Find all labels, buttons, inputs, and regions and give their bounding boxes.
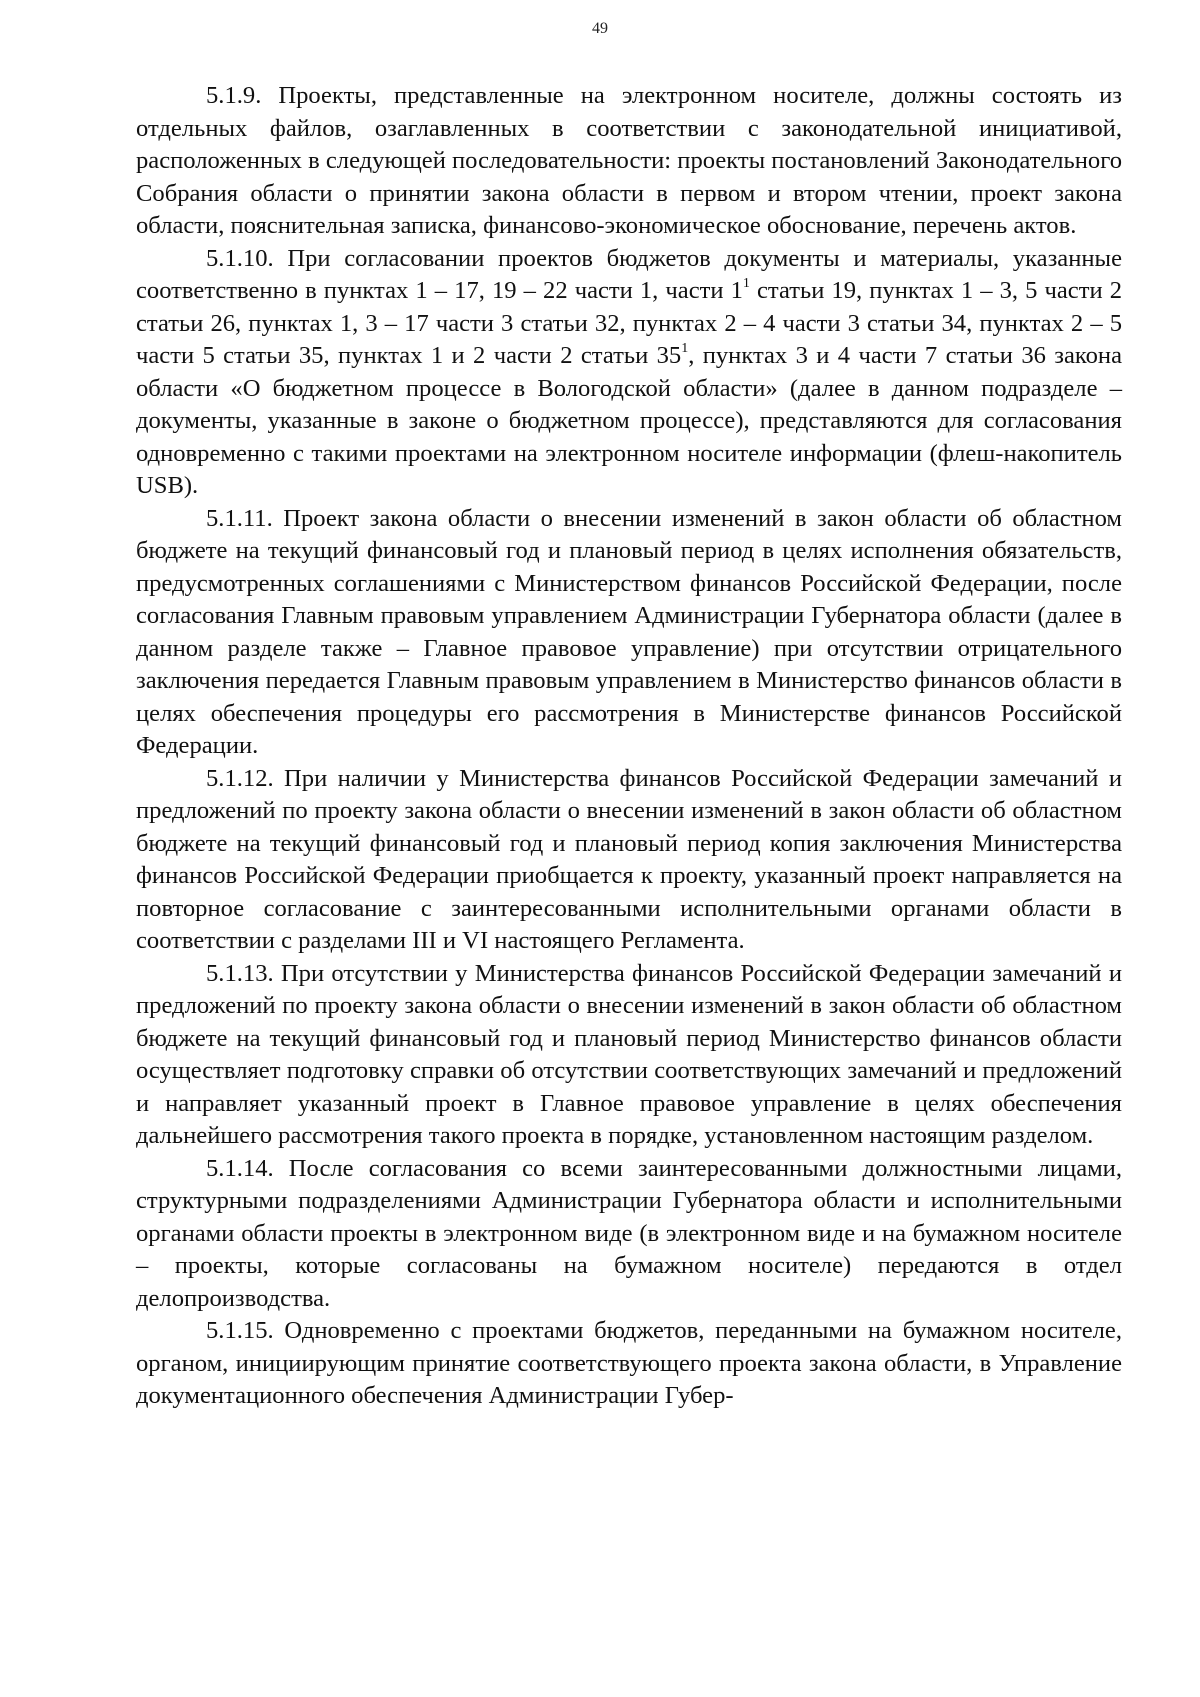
- document-body: [136, 80, 1122, 1413]
- paragraph-5-1-10-part-a: 5.1.10. При согласовании проектов бюджетов документы и материалы, указанные соответственно в пунктах 1 – 17, 19 – 22 части 1, части 1: [136, 244, 1122, 304]
- paragraph-5-1-15: 5.1.15. Одновременно с проектами бюджетов, переданными на бумажном носителе, органом, инициирующим принятие соответствующего проекта закона области, в Управление документационного обеспечения Администрации Губер-: [136, 1317, 1122, 1409]
- paragraph-5-1-13: 5.1.13. При отсутствии у Министерства финансов Российской Федерации замечаний и предложений по проекту закона области о внесении изменений в закон области об областном бюджете на текущий финансовый год и плановый период Министерство финансов области осуществляет подготовку справки об отсутствии соответствующих замечаний и предложений и направляет указанный проект в Главное правовое управление в целях обеспечения дальнейшего рассмотрения такого проекта в порядке, установленном настоящим разделом.: [136, 959, 1122, 1149]
- paragraph-5-1-10: [136, 243, 1122, 503]
- paragraph-5-1-10-part-c: , пунктах 3 и 4 части 7 статьи 36 закона области «О бюджетном процессе в Вологодской области» (далее в данном подразделе – документы, указанные в законе о бюджетном процессе), представляются для согласования одновременно с такими проектами на электронном носителе информации (флеш-накопитель USB).: [136, 342, 1122, 499]
- paragraph-5-1-14: 5.1.14. После согласования со всеми заинтересованными должностными лицами, структурными подразделениями Администрации Губернатора области и исполнительными органами области проекты в электронном виде (в электронном виде и на бумажном носителе – проекты, которые согласованы на бумажном носителе) передаются в отдел делопроизводства.: [136, 1154, 1122, 1312]
- paragraph-5-1-9: 5.1.9. Проекты, представленные на электронном носителе, должны состоять из отдельных файлов, озаглавленных в соответствии с законодательной инициативой, расположенных в следующей последовательности: проекты постановлений Законодательного Собрания области о принятии закона области в первом и втором чтении, проект закона области, пояснительная записка, финансово-экономическое обоснование, перечень актов.: [136, 82, 1122, 239]
- page-number: 49: [592, 20, 608, 37]
- paragraph-5-1-12: 5.1.12. При наличии у Министерства финансов Российской Федерации замечаний и предложений по проекту закона области о внесении изменений в закон области об областном бюджете на текущий финансовый год и плановый период копия заключения Министерства финансов Российской Федерации приобщается к проекту, указанный проект направляется на повторное согласование с заинтересованными исполнительными органами области в соответствии с разделами III и VI настоящего Регламента.: [136, 764, 1122, 954]
- paragraph-5-1-11: 5.1.11. Проект закона области о внесении изменений в закон области об областном бюджете на текущий финансовый год и плановый период в целях исполнения обязательств, предусмотренных соглашениями с Министерством финансов Российской Федерации, после согласования Главным правовым управлением Администрации Губернатора области (далее в данном разделе также – Главное правовое управление) при отсутствии отрицательного заключения передается Главным правовым управлением в Министерство финансов области в целях обеспечения процедуры его рассмотрения в Министерстве финансов Российской Федерации.: [136, 504, 1122, 759]
- superscript-mark: 1: [681, 341, 689, 356]
- paragraph-5-1-10-part-b: статьи 19, пунктах 1 – 3, 5 части 2 статьи 26, пунктах 1, 3 – 17 части 3 статьи 32, пунктах 2 – 4 части 3 статьи 34, пунктах 2 – 5 части 5 статьи 35, пунктах 1 и 2 части 2 статьи 35: [136, 277, 1122, 369]
- superscript-mark: 1: [742, 276, 750, 291]
